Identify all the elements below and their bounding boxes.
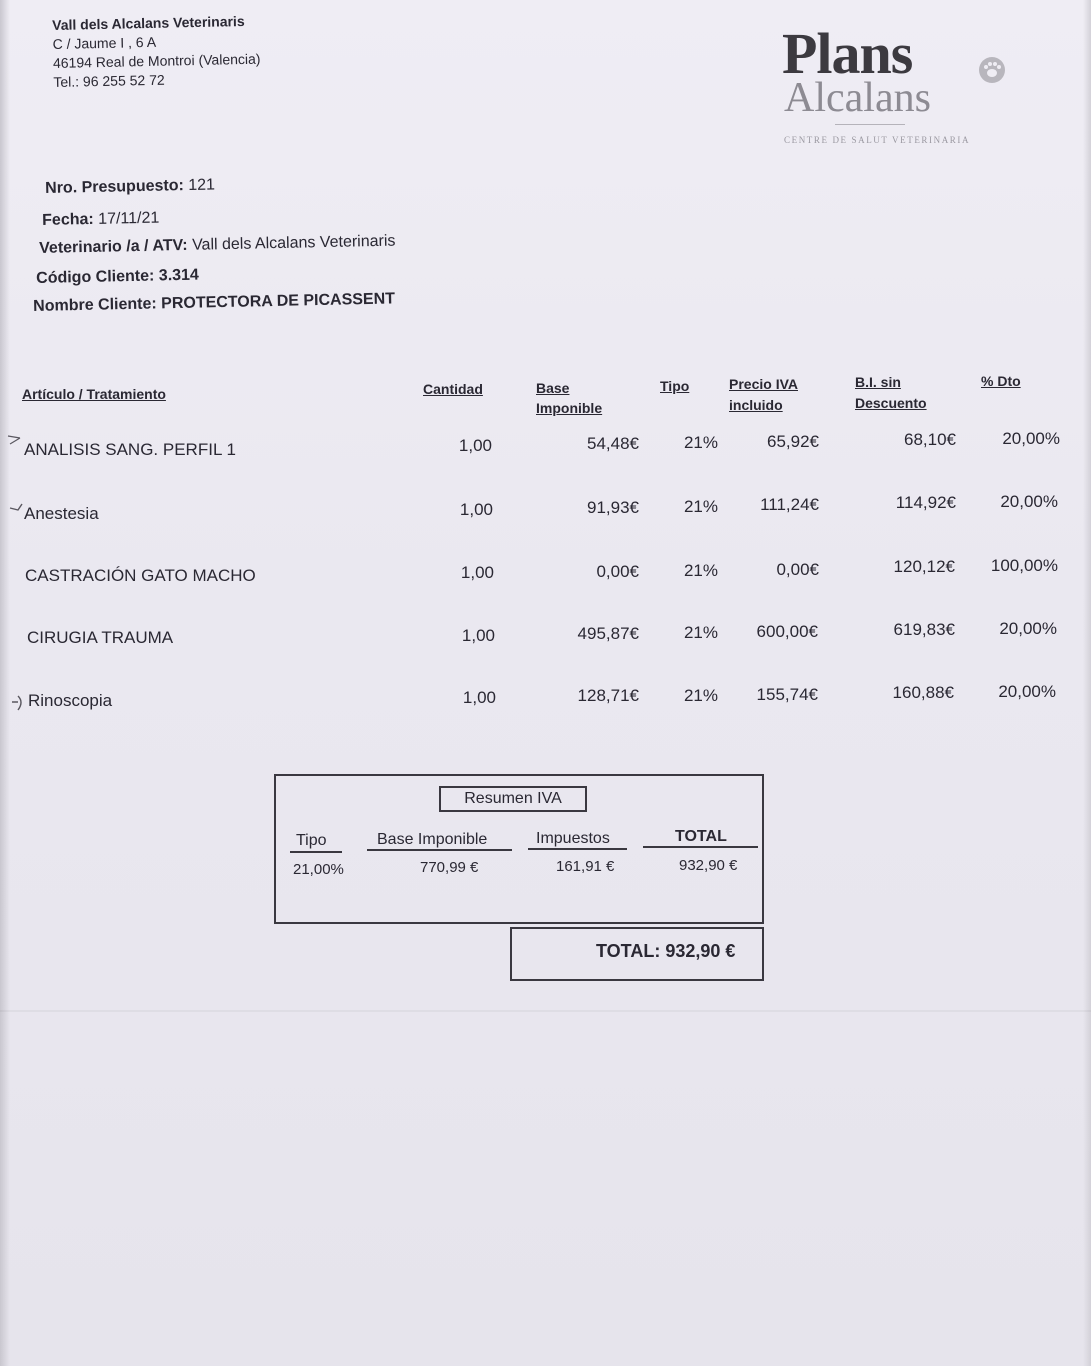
row-5-discount: 20,00%: [998, 682, 1056, 701]
summary-header-tax: Impuestos: [536, 830, 610, 847]
summary-value-type: 21,00%: [293, 861, 344, 878]
vet-label: Veterinario /a / ATV:: [39, 236, 188, 257]
header-quantity: Cantidad: [423, 381, 483, 397]
date-value: 17/11/21: [98, 209, 160, 228]
row-3-base: 0,00€: [596, 562, 639, 581]
row-2-quantity: 1,00: [459, 500, 493, 519]
page-edge-shadow-right: [1083, 0, 1091, 1366]
summary-header-tax-rule: [528, 848, 627, 850]
summary-header-type-rule: [290, 851, 342, 853]
summary-header-total-rule: [643, 846, 758, 848]
row-2-type: 21%: [683, 497, 718, 516]
row-1-base: 54,48€: [587, 434, 639, 453]
row-1-price: 65,92€: [767, 432, 819, 451]
paper-fold: [0, 1010, 1091, 1012]
header-base-line2: Imponible: [536, 400, 603, 416]
clinic-address-street: C / Jaume I , 6 A: [52, 33, 157, 52]
header-price-line1: Precio IVA: [729, 376, 798, 392]
budget-number-line: [45, 176, 215, 198]
header-bi-line1: B.I. sin: [855, 374, 901, 390]
row-4-article: CIRUGIA TRAUMA: [27, 628, 174, 647]
row-3-discount: 100,00%: [990, 556, 1058, 575]
paw-icon: [978, 56, 1006, 84]
row-3-type: 21%: [683, 561, 718, 580]
summary-value-total: 932,90 €: [679, 857, 738, 874]
client-name-label: Nombre Cliente:: [33, 295, 157, 315]
row-5-article: Rinoscopia: [28, 691, 113, 710]
row-1-discount: 20,00%: [1002, 429, 1060, 448]
row-2-article: Anestesia: [24, 504, 99, 523]
row-4-bi: 619,83€: [893, 620, 955, 639]
row-3-article: CASTRACIÓN GATO MACHO: [25, 566, 256, 585]
date-line: [42, 210, 159, 230]
client-code-label: Código Cliente:: [36, 267, 155, 287]
row-3-bi: 120,12€: [893, 557, 955, 576]
row-1-bi: 68,10€: [904, 430, 956, 449]
header-article: Artículo / Tratamiento: [22, 386, 166, 402]
row-4-quantity: 1,00: [461, 626, 495, 645]
row-5-quantity: 1,00: [462, 688, 496, 707]
clinic-logo: [780, 20, 1010, 150]
grand-total: TOTAL: 932,90 €: [596, 941, 736, 961]
row-4-discount: 20,00%: [999, 619, 1057, 638]
header-price-line2: incluido: [729, 397, 783, 413]
row-2-base: 91,93€: [587, 498, 639, 517]
clinic-address-block: [52, 12, 261, 92]
row-4-type: 21%: [683, 623, 718, 642]
summary-value-tax: 161,91 €: [556, 858, 615, 875]
date-label: Fecha:: [42, 210, 94, 229]
header-base-line1: Base: [536, 380, 570, 396]
summary-value-base: 770,99 €: [420, 859, 479, 876]
row-3-quantity: 1,00: [460, 563, 494, 582]
clinic-address-city: 46194 Real de Montroi (Valencia): [52, 50, 261, 71]
handwritten-tick-marks: [6, 430, 26, 730]
row-4-base: 495,87€: [577, 624, 639, 643]
client-code-line: [36, 267, 199, 288]
summary-header-total: TOTAL: [675, 828, 727, 845]
vat-summary-title: Resumen IVA: [439, 786, 587, 812]
vet-value: Vall dels Alcalans Veterinaris: [191, 232, 396, 254]
logo-text-alcalans: Alcalans: [784, 75, 931, 121]
logo-divider: [835, 124, 905, 125]
row-2-discount: 20,00%: [1000, 492, 1058, 511]
budget-number-label: Nro. Presupuesto:: [45, 177, 185, 197]
row-5-base: 128,71€: [577, 686, 639, 705]
header-type: Tipo: [660, 378, 690, 394]
clinic-name: Vall dels Alcalans Veterinaris: [52, 12, 245, 33]
clinic-phone: Tel.: 96 255 52 72: [53, 71, 165, 90]
row-2-price: 111,24€: [760, 495, 819, 514]
summary-header-base: Base Imponible: [377, 831, 488, 848]
budget-number-value: 121: [188, 176, 216, 194]
logo-tagline: CENTRE DE SALUT VETERINARIA: [784, 135, 971, 145]
row-4-price: 600,00€: [756, 622, 818, 641]
header-discount: % Dto: [981, 373, 1021, 389]
header-bi-line2: Descuento: [855, 395, 927, 411]
row-2-bi: 114,92€: [895, 493, 956, 512]
row-1-quantity: 1,00: [458, 436, 492, 455]
client-code-value: 3.314: [158, 266, 200, 285]
row-3-price: 0,00€: [776, 560, 819, 579]
client-name-value: PROTECTORA DE PICASSENT: [161, 290, 396, 313]
row-5-bi: 160,88€: [892, 683, 954, 702]
summary-header-type: Tipo: [296, 832, 327, 849]
row-1-type: 21%: [683, 433, 718, 452]
row-5-type: 21%: [683, 686, 718, 705]
row-5-price: 155,74€: [756, 685, 818, 704]
logo-text-plans: Plans: [782, 21, 913, 86]
summary-header-base-rule: [367, 849, 512, 851]
row-1-article: ANALISIS SANG. PERFIL 1: [24, 440, 236, 459]
